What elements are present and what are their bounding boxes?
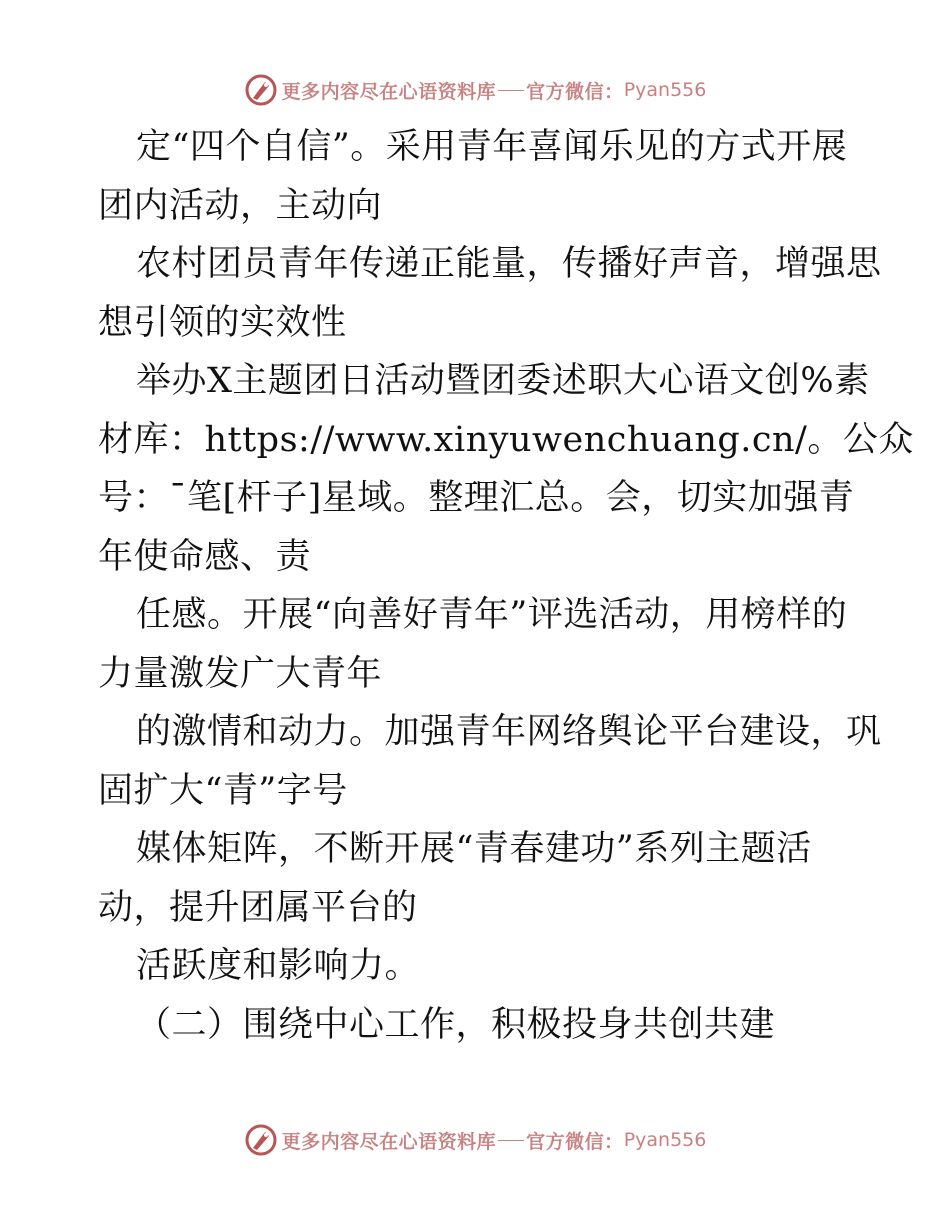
text-line: 年使命感、责	[98, 536, 312, 577]
text-line: 任感。开展“向善好青年”评选活动，用榜样的	[136, 595, 848, 635]
watermark-text: 更多内容尽在心语资料库	[281, 1130, 497, 1153]
watermark-text: 更多内容尽在心语资料库	[281, 80, 497, 103]
watermark-label: 官方微信：	[526, 80, 624, 103]
document-body	[98, 118, 914, 1054]
watermark-dash	[498, 90, 524, 91]
watermark-id: Pyan556	[623, 1129, 707, 1151]
section-heading: （二）围绕中心工作，积极投身共创共建	[136, 1004, 776, 1045]
text-line: 媒体矩阵，不断开展“青春建功”系列主题活	[136, 829, 812, 869]
text-line: 团内活动，主动向	[98, 185, 383, 226]
text-line: 农村团员青年传递正能量，传播好声音，增强思	[136, 244, 882, 284]
pen-logo-icon	[244, 73, 278, 107]
watermark-dash	[498, 1140, 524, 1141]
text-line: 力量激发广大青年	[98, 653, 383, 694]
text-line: 动，提升团属平台的	[98, 887, 418, 928]
text-line: 举办X主题团日活动暨团委述职大心语文创%素	[136, 361, 870, 401]
watermark-label: 官方微信：	[526, 1130, 624, 1153]
header-watermark	[0, 70, 950, 110]
watermark-id: Pyan556	[623, 79, 707, 101]
pen-logo-icon	[244, 1123, 278, 1157]
text-line: 固扩大“青”字号	[98, 770, 348, 811]
text-line: 材库：https://www.xinyuwenchuang.cn/。公众	[98, 419, 914, 460]
text-line: 活跃度和影响力。	[136, 946, 421, 986]
text-line: 的激情和动力。加强青年网络舆论平台建设，巩	[136, 712, 882, 752]
text-line: 想引领的实效性	[98, 302, 347, 343]
footer-watermark	[0, 1120, 950, 1160]
text-line: 定“四个自信”。采用青年喜闻乐见的方式开展	[136, 127, 848, 167]
text-line: 号：¯笔[杆子]星域。整理汇总。会，切实加强青	[98, 478, 855, 518]
